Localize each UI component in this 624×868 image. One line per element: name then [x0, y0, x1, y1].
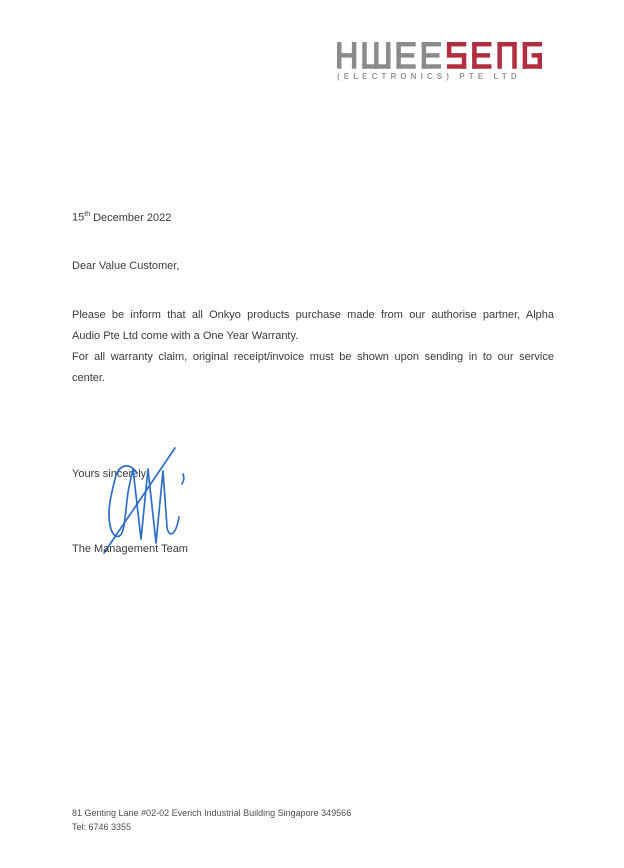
signer-name: The Management Team	[72, 543, 188, 555]
paragraph-warranty-info	[72, 305, 554, 347]
paragraph-line: Please be inform that all Onkyo products purchase made from our authorise partner, Alpha	[72, 309, 554, 321]
paragraph-line: center.	[72, 372, 106, 384]
logo-subtitle: (ELECTRONICS) PTE LTD	[337, 71, 521, 81]
company-logo	[337, 42, 543, 81]
letter-date	[72, 204, 171, 229]
date-month-year: December 2022	[93, 211, 172, 224]
date-day: 15	[72, 211, 85, 224]
footer-phone: Tel: 6746 3355	[72, 822, 132, 832]
paragraph-line: Audio Pte Ltd come with a One Year Warranty.	[72, 330, 299, 342]
logo-wordmark-hweeseng-icon	[337, 42, 542, 69]
paragraph-line: For all warranty claim, original receipt/invoice must be shown upon sending in to our service	[72, 351, 554, 363]
footer-address: 81 Genting Lane #02-02 Everich Industrial Building Singapore 349566	[72, 808, 352, 818]
paragraph-claim-info	[72, 347, 554, 389]
letter-footer	[72, 806, 351, 834]
logo-word-seng	[447, 42, 542, 69]
logo-word-hwee	[337, 42, 441, 69]
closing-phrase: Yours sincerely	[72, 468, 147, 480]
signature-tick	[182, 474, 184, 484]
salutation: Dear Value Customer,	[72, 260, 180, 272]
date-ordinal-suffix: th	[84, 211, 91, 218]
